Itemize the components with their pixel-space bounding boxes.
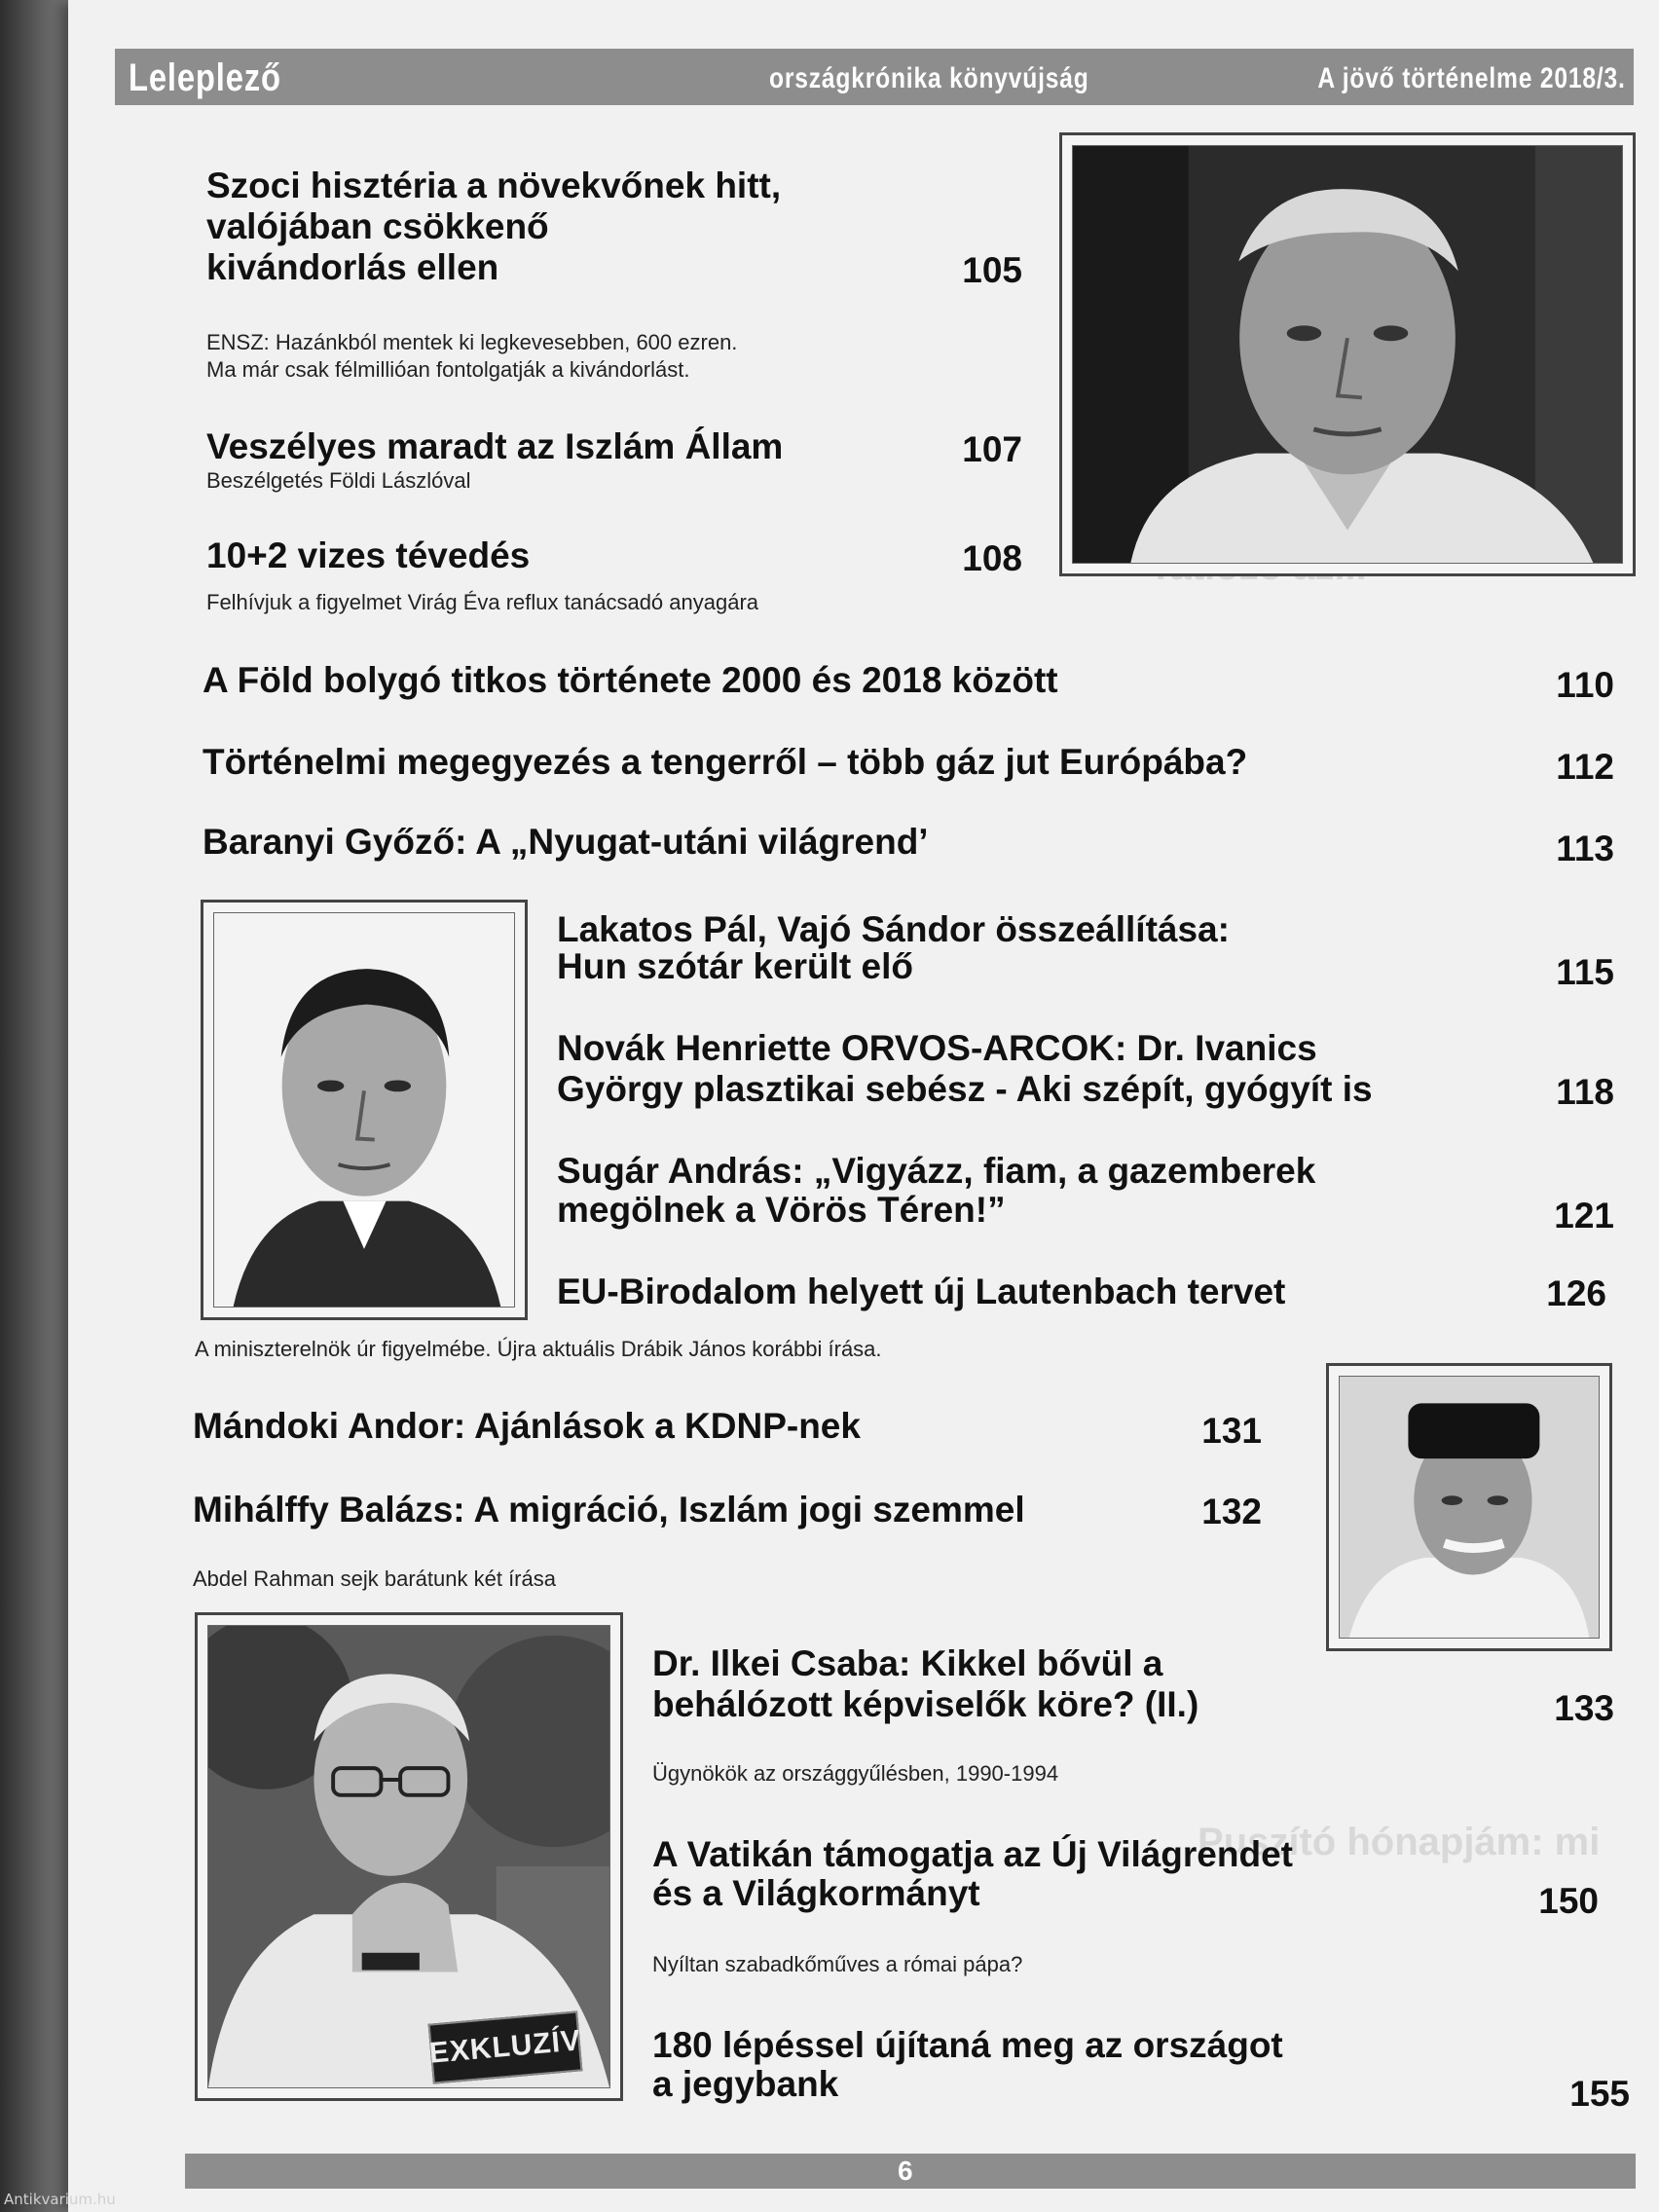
toc-title-line: Történelmi megegyezés a tengerről – több gáz jut Európába? <box>203 742 1248 782</box>
book-spine <box>0 0 68 2212</box>
toc-title-line: Veszélyes maradt az Iszlám Állam <box>206 426 784 466</box>
portrait-photo-1 <box>1059 132 1636 576</box>
magazine-name: Leleplező <box>129 56 281 99</box>
toc-title-line: A Föld bolygó titkos története 2000 és 2018 között <box>203 660 1058 700</box>
magazine-subtitle: országkrónika könyvújság <box>769 62 1089 94</box>
toc-subtitle: Nyíltan szabadkőműves a római pápa? <box>652 1952 1023 1976</box>
toc-page-number: 107 <box>962 429 1022 469</box>
toc-title-line: Hun szótár került elő <box>557 946 913 986</box>
toc-title-line: Novák Henriette ORVOS-ARCOK: Dr. Ivanics <box>557 1028 1317 1068</box>
toc-title-line: Baranyi Győző: A „Nyugat-utáni világrend’ <box>203 822 929 862</box>
toc-title-line: A Vatikán támogatja az Új Világrendet <box>652 1834 1293 1874</box>
toc-subtitle: Beszélgetés Földi Lászlóval <box>206 468 471 493</box>
toc-title-line: és a Világkormányt <box>652 1873 980 1913</box>
portrait-photo-2 <box>201 900 528 1320</box>
toc-page-number: 115 <box>1556 952 1614 992</box>
toc-title-line: EU-Birodalom helyett új Lautenbach tervet <box>557 1272 1286 1311</box>
man-portrait-icon <box>1073 146 1622 563</box>
toc-title-line: Sugár András: „Vigyázz, fiam, a gazemberek <box>557 1151 1316 1191</box>
toc-page-number: 118 <box>1556 1072 1614 1112</box>
issue-label: A jövő történelme 2018/3. <box>1317 62 1626 94</box>
toc-title-line: behálózott képviselők köre? (II.) <box>652 1684 1199 1724</box>
toc-page-number: 105 <box>962 250 1022 290</box>
toc-title-line: Mihálffy Balázs: A migráció, Iszlám jogi szemmel <box>193 1490 1025 1530</box>
toc-page-number: 132 <box>1201 1492 1262 1531</box>
toc-page-number: 112 <box>1556 747 1614 787</box>
toc-title-line: Lakatos Pál, Vajó Sándor összeállítása: <box>557 909 1230 949</box>
toc-subtitle: A miniszterelnök úr figyelmébe. Újra aktuális Drábik János korábbi írása. <box>195 1337 882 1361</box>
toc-title-line: Mándoki Andor: Ajánlások a KDNP-nek <box>193 1406 861 1446</box>
toc-title-line: 10+2 vizes tévedés <box>206 535 531 575</box>
toc-page-number: 150 <box>1538 1881 1599 1921</box>
toc-title-line: Szoci hisztéria a növekvőnek hitt, <box>206 166 782 205</box>
toc-subtitle: Abdel Rahman sejk barátunk két írása <box>193 1567 556 1591</box>
page-number: 6 <box>898 2156 913 2186</box>
toc-title-line: valójában csökkenő <box>206 206 549 246</box>
toc-page-number: 126 <box>1546 1273 1606 1313</box>
toc-title-line: kivándorlás ellen <box>206 247 499 287</box>
watermark: Antikvarium.hu <box>4 2191 116 2208</box>
toc-page-number: 110 <box>1556 665 1614 705</box>
toc-page-number: 121 <box>1554 1196 1614 1235</box>
footer-band <box>185 2154 1636 2189</box>
toc-page-number: 133 <box>1554 1688 1614 1728</box>
man-portrait-icon <box>214 913 514 1307</box>
toc-subtitle: Felhívjuk a figyelmet Virág Éva reflux tanácsadó anyagára <box>206 590 759 614</box>
elder-man-portrait-icon <box>1340 1377 1599 1638</box>
toc-subtitle: Ma már csak félmillióan fontolgatják a kivándorlást. <box>206 357 690 382</box>
toc-title-line: megölnek a Vörös Téren!” <box>557 1190 1006 1230</box>
portrait-photo-4 <box>195 1612 623 2101</box>
toc-title-line: György plasztikai sebész - Aki szépít, gyógyít is <box>557 1069 1373 1109</box>
toc-title-line: Dr. Ilkei Csaba: Kikkel bővül a <box>652 1643 1163 1683</box>
bleed-through: Puszító hónapjám: mi <box>1198 1821 1601 1863</box>
toc-page-number: 131 <box>1201 1411 1262 1451</box>
toc-page-number: 155 <box>1569 2074 1630 2114</box>
toc-title-line: 180 lépéssel újítaná meg az országot <box>652 2025 1283 2065</box>
toc-page-number: 113 <box>1556 829 1614 868</box>
exclusive-badge-label: EXKLUZÍV <box>427 2024 583 2070</box>
toc-title-line: a jegybank <box>652 2064 839 2104</box>
toc-subtitle: Ügynökök az országgyűlésben, 1990-1994 <box>652 1761 1059 1786</box>
header-band <box>115 49 1634 105</box>
toc-subtitle: ENSZ: Hazánkból mentek ki legkevesebben, 600 ezren. <box>206 330 738 354</box>
toc-page-number: 108 <box>962 538 1022 578</box>
portrait-photo-3 <box>1326 1363 1612 1651</box>
